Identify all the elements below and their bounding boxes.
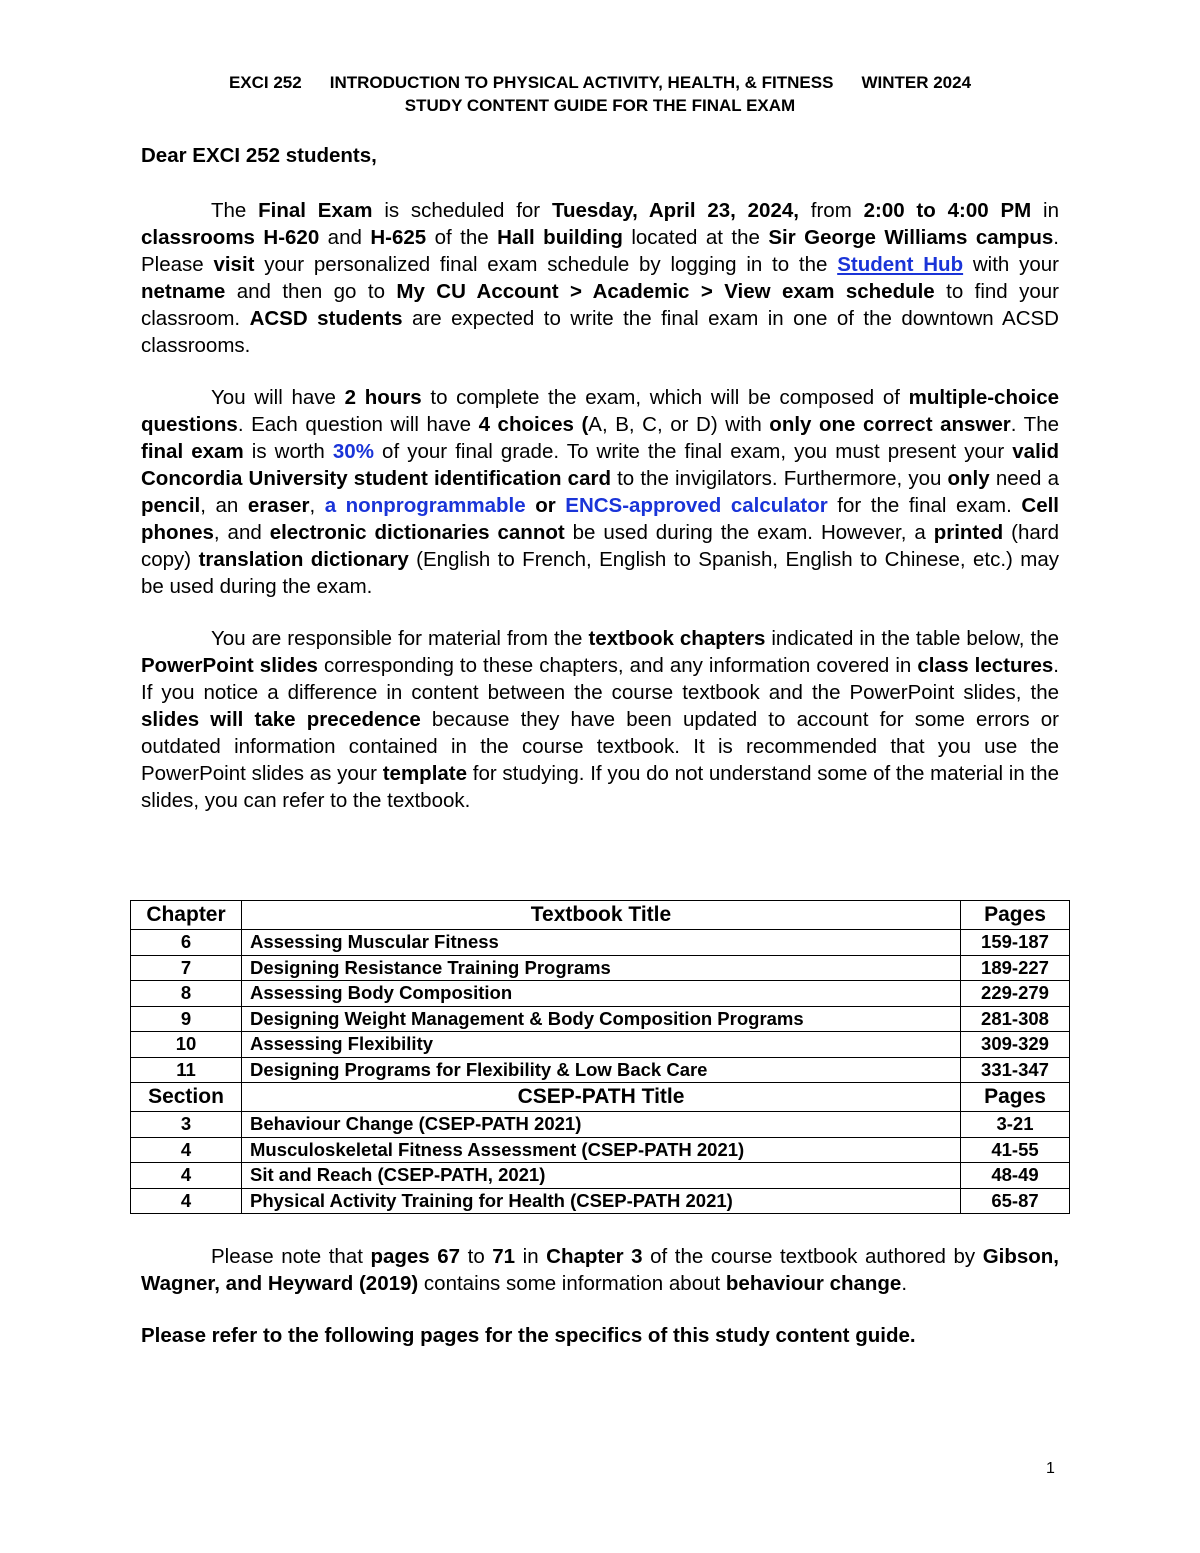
exam-format-paragraph: You will have 2 hours to complete the exam, which will be composed of multiple-choice questions. Each question will have 4 choices (A, B, C, or D) with only one correct answer. The final exam is worth 30% of your final grade. To write the final exam, you must present your valid Concordia University student identification card to the invigilators. Furthermore, you only need a pencil, an eraser, a nonprogrammable or ENCS-approved calculator for the final exam. Cell phones, and electronic dictionaries cannot be used during the exam. However, a printed (hard copy) translation dictionary (English to French, English to Spanish, English to Chinese, etc.) may be used during the exam.	[141, 386, 1059, 598]
study-material-paragraph: You are responsible for material from the textbook chapters indicated in the table below, the PowerPoint slides corresponding to these chapters, and any information covered in class lectures. If you notice a difference in content between the course textbook and the PowerPoint slides, the slides will take precedence because they have been updated to account for some errors or outdated information contained in the course textbook. It is recommended that you use the PowerPoint slides as your template for studying. If you do not understand some of the material in the slides, you can refer to the textbook.	[141, 627, 1059, 812]
title-cell: Assessing Flexibility	[242, 1032, 961, 1058]
number-cell: 3	[131, 1112, 242, 1138]
pages-cell: 48-49	[961, 1163, 1070, 1189]
table-header-sections: Section CSEP-PATH Title Pages	[131, 1083, 1070, 1112]
title-cell: Behaviour Change (CSEP-PATH 2021)	[242, 1112, 961, 1138]
table-row	[131, 1032, 1070, 1058]
pages-cell: 3-21	[961, 1112, 1070, 1138]
course-code: EXCI 252	[228, 73, 302, 92]
title-cell: Physical Activity Training for Health (CSEP-PATH 2021)	[242, 1188, 961, 1214]
number-cell: 4	[131, 1188, 242, 1214]
title-cell: Designing Weight Management & Body Composition Programs	[242, 1006, 961, 1032]
title-cell: Musculoskeletal Fitness Assessment (CSEP-PATH 2021)	[242, 1137, 961, 1163]
number-cell: 4	[131, 1163, 242, 1189]
title-cell: Designing Programs for Flexibility & Low Back Care	[242, 1057, 961, 1083]
table-row	[131, 981, 1070, 1007]
table-row	[131, 1112, 1070, 1138]
number-cell: 6	[131, 930, 242, 956]
table-row	[131, 1006, 1070, 1032]
header-line	[0, 71, 1200, 94]
number-cell: 9	[131, 1006, 242, 1032]
greeting: Dear EXCI 252 students,	[141, 144, 377, 167]
title-cell: Assessing Body Composition	[242, 981, 961, 1007]
behaviour-change-note: Please note that pages 67 to 71 in Chapter 3 of the course textbook authored by Gibson, Wagner, and Heyward (2019) contains some information about behaviour change.	[141, 1245, 1059, 1295]
number-cell: 7	[131, 955, 242, 981]
table-row	[131, 1137, 1070, 1163]
title-cell: Designing Resistance Training Programs	[242, 955, 961, 981]
table-row	[131, 1057, 1070, 1083]
page-number: 1	[1046, 1460, 1055, 1477]
student-hub-link[interactable]: Student Hub	[837, 253, 964, 276]
course-title: INTRODUCTION TO PHYSICAL ACTIVITY, HEALTH, & FITNESS	[329, 73, 834, 92]
pages-cell: 331-347	[961, 1057, 1070, 1083]
exam-schedule-paragraph: The Final Exam is scheduled for Tuesday, April 23, 2024, from 2:00 to 4:00 PM in classrooms H-620 and H-625 of the Hall building located at the Sir George Williams campus. Please visit your personalized final exam schedule by logging in to the Student Hub with your netname and then go to My CU Account > Academic > View exam schedule to find your classroom. ACSD students are expected to write the final exam in one of the downtown ACSD classrooms.	[141, 199, 1059, 357]
closing-section	[141, 1243, 1059, 1349]
number-cell: 11	[131, 1057, 242, 1083]
closing-instruction: Please refer to the following pages for the specifics of this study content guide.	[141, 1324, 916, 1347]
table-row	[131, 1163, 1070, 1189]
document-header	[0, 71, 1200, 117]
grade-weight: 30%	[332, 440, 374, 463]
table-row	[131, 1188, 1070, 1214]
content-table	[130, 900, 1070, 1214]
pages-cell: 189-227	[961, 955, 1070, 981]
table-row	[131, 930, 1070, 956]
term: WINTER 2024	[861, 73, 972, 92]
pages-cell: 159-187	[961, 930, 1070, 956]
pages-cell: 41-55	[961, 1137, 1070, 1163]
letter-body	[141, 142, 1059, 839]
table-header-chapters: Chapter Textbook Title Pages	[131, 901, 1070, 930]
number-cell: 8	[131, 981, 242, 1007]
pages-cell: 65-87	[961, 1188, 1070, 1214]
number-cell: 4	[131, 1137, 242, 1163]
title-cell: Assessing Muscular Fitness	[242, 930, 961, 956]
table-row	[131, 955, 1070, 981]
pages-cell: 229-279	[961, 981, 1070, 1007]
guide-subtitle: STUDY CONTENT GUIDE FOR THE FINAL EXAM	[404, 96, 796, 115]
number-cell: 10	[131, 1032, 242, 1058]
pages-cell: 309-329	[961, 1032, 1070, 1058]
title-cell: Sit and Reach (CSEP-PATH, 2021)	[242, 1163, 961, 1189]
pages-cell: 281-308	[961, 1006, 1070, 1032]
